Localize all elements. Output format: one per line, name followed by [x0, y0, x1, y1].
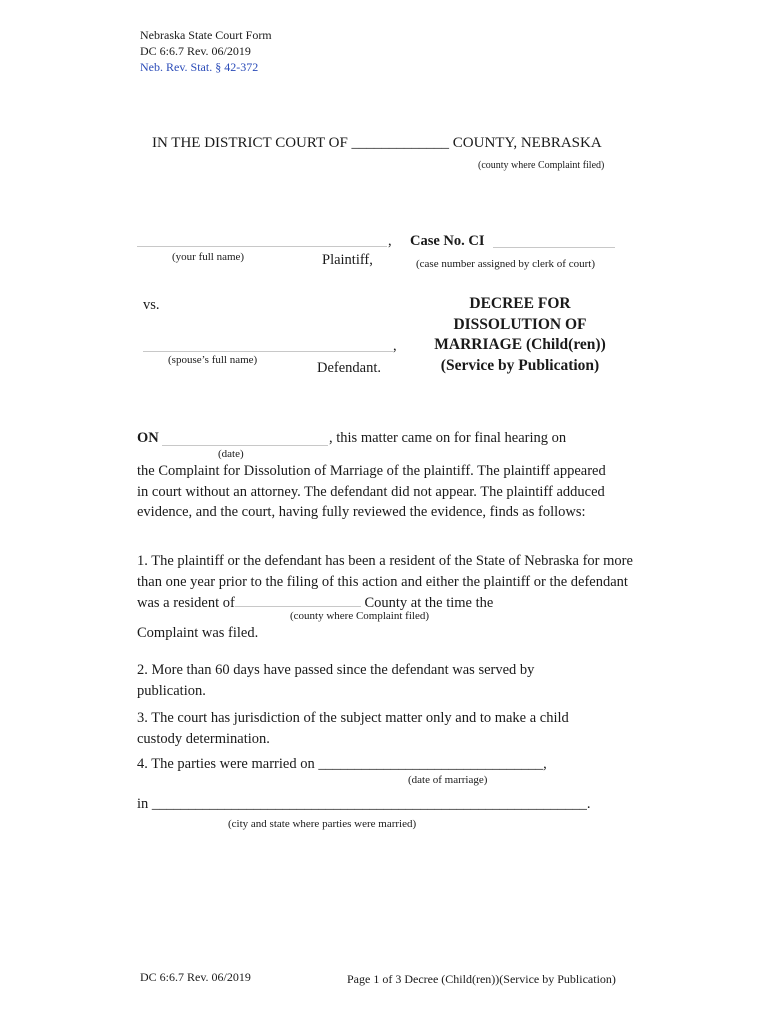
on-suffix: , this matter came on for final hearing on: [329, 430, 567, 446]
marriage-date-caption: (date of marriage): [408, 774, 488, 786]
finding-1-continued: County at the time the: [364, 595, 494, 611]
on-label: ON: [137, 430, 159, 446]
plaintiff-name-caption: (your full name): [172, 251, 245, 263]
document-title: [415, 294, 625, 376]
title-line: DISSOLUTION OF: [453, 315, 587, 333]
finding-3: 3. The court has jurisdiction of the subject matter only and to make a child custody determination.: [137, 710, 569, 747]
title-line: (Service by Publication): [440, 356, 600, 374]
title-line: DECREE FOR: [469, 295, 571, 312]
defendant-name-field[interactable]: [143, 337, 393, 352]
form-number: DC 6:6.7 Rev. 06/2019: [140, 44, 251, 58]
marriage-place-caption: (city and state where parties were married): [228, 818, 417, 830]
plaintiff-name-field[interactable]: [137, 232, 387, 247]
comma: ,: [388, 233, 392, 249]
case-no-label: Case No. CI: [410, 233, 485, 249]
finding-2: 2. More than 60 days have passed since the defendant was served by publication.: [137, 662, 535, 699]
finding-1-end: Complaint was filed.: [137, 625, 259, 641]
title-line: MARRIAGE (Child(ren)): [434, 336, 606, 353]
statute-link[interactable]: Neb. Rev. Stat. § 42-372: [140, 60, 259, 74]
vs-label: vs.: [143, 297, 160, 313]
plaintiff-label: Plaintiff,: [322, 252, 373, 268]
comma: ,: [393, 338, 397, 354]
county-field[interactable]: [235, 592, 361, 607]
footer-page-info: Page 1 of 3 Decree (Child(ren))(Service by Publication): [347, 972, 616, 986]
defendant-label: Defendant.: [317, 360, 382, 376]
footer-form-number: DC 6:6.7 Rev. 06/2019: [140, 970, 251, 984]
county-complaint-caption: (county where Complaint filed): [290, 610, 429, 622]
finding-4: 4. The parties were married on _______________________________,: [137, 756, 547, 772]
case-number-field[interactable]: [493, 234, 615, 248]
court-heading: IN THE DISTRICT COURT OF _____________ COUNTY, NEBRASKA: [152, 135, 602, 151]
marriage-place-line: in ____________________________________________________________.: [137, 796, 591, 812]
form-name: Nebraska State Court Form: [140, 28, 272, 42]
finding-1: [137, 551, 635, 614]
hearing-date-field[interactable]: [162, 431, 328, 446]
defendant-name-caption: (spouse’s full name): [168, 354, 258, 366]
finding-1-text: 1. The plaintiff or the defendant has been a resident of the State of Nebraska for more than one year prior to the filing of this action and either the plaintiff or the defendant was a resident of: [137, 553, 633, 611]
county-caption: (county where Complaint filed): [478, 160, 605, 171]
date-caption: (date): [218, 448, 244, 460]
intro-paragraph: the Complaint for Dissolution of Marriage of the plaintiff. The plaintiff appeared in court without an attorney. The defendant did not appear. The plaintiff adduced evidence, and the court, having fully reviewed the evidence, finds as follows:: [137, 463, 606, 520]
case-no-caption: (case number assigned by clerk of court): [416, 258, 595, 270]
